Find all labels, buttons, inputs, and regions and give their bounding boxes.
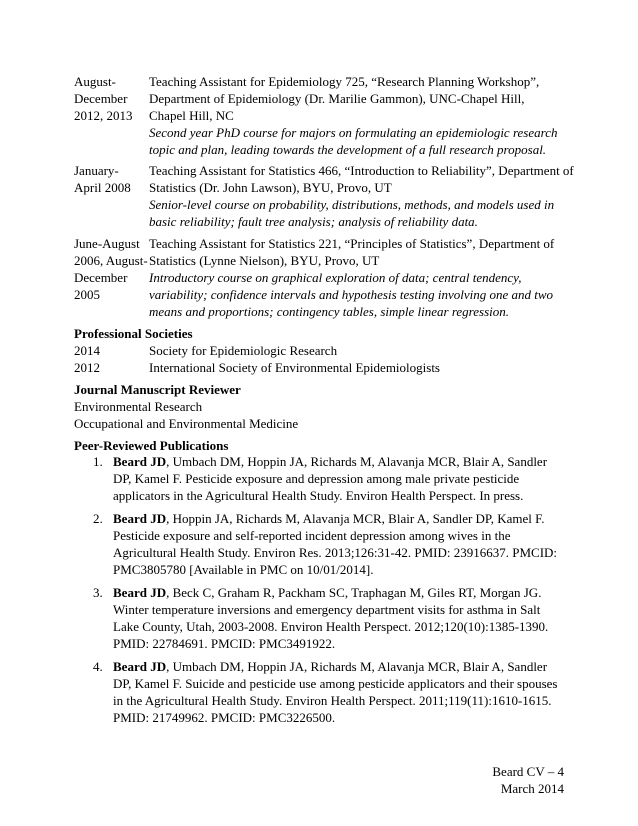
entry-date: 2005	[74, 287, 100, 302]
entry-description: Introductory course on graphical exploration of data; central tendency,	[149, 270, 522, 285]
entry-title: Statistics (Dr. John Lawson), BYU, Provo, UT	[149, 180, 392, 195]
publication-line: DP, Kamel F. Pesticide exposure and depression among male private pesticide	[113, 471, 520, 486]
entry-date: August-	[74, 74, 116, 89]
journal-name: Occupational and Environmental Medicine	[74, 416, 299, 431]
entry-date: April 2008	[74, 180, 131, 195]
publication-number: 1.	[93, 454, 103, 469]
entry-description: means and proportions; contingency tables, simple linear regression.	[149, 304, 509, 319]
society-year: 2014	[74, 343, 100, 358]
entry-description: topic and plan, leading towards the development of a full research proposal.	[149, 142, 547, 157]
society-name: Society for Epidemiologic Research	[149, 343, 338, 358]
publication-line: PMID: 21749962. PMCID: PMC3226500.	[113, 710, 336, 725]
publication-line: PMID: 22784691. PMCID: PMC3491922.	[113, 636, 336, 651]
footer-date: March 2014	[500, 781, 564, 796]
publication-number: 2.	[93, 511, 103, 526]
entry-date: June-August	[74, 236, 140, 251]
publication-line: DP, Kamel F. Suicide and pesticide use among pesticide applicators and their spouses	[113, 676, 558, 691]
publication-line: applicators in the Agricultural Health Study. Environ Health Perspect. In press.	[113, 488, 524, 503]
entry-description: Second year PhD course for majors on formulating an epidemiologic research	[149, 125, 558, 140]
publication-author: Beard JD	[113, 659, 167, 674]
entry-date: January-	[74, 163, 119, 178]
entry-date: 2006, August-	[74, 253, 148, 268]
publication-line: Winter temperature inversions and emergency department visits for asthma in Salt	[113, 602, 541, 617]
publication-author: Beard JD	[113, 454, 167, 469]
entry-title: Teaching Assistant for Statistics 466, “Introduction to Reliability”, Department of	[149, 163, 574, 178]
publication-number: 3.	[93, 585, 103, 600]
publication-line: PMC3805780 [Available in PMC on 10/01/2014].	[113, 562, 374, 577]
entry-description: variability; confidence intervals and hypothesis testing involving one and two	[149, 287, 554, 302]
entry-title: Department of Epidemiology (Dr. Marilie Gammon), UNC-Chapel Hill,	[149, 91, 525, 106]
society-year: 2012	[74, 360, 100, 375]
footer-page-label: Beard CV – 4	[492, 764, 564, 779]
publication-line: Beard JD, Hoppin JA, Richards M, Alavanja MCR, Blair A, Sandler DP, Kamel F.	[113, 511, 545, 526]
publication-line: Pesticide exposure and self-reported incident depression among wives in the	[113, 528, 511, 543]
publication-line: Agricultural Health Study. Environ Res. 2013;126:31-42. PMID: 23916637. PMCID:	[113, 545, 558, 560]
entry-title: Chapel Hill, NC	[149, 108, 234, 123]
entry-title: Statistics (Lynne Nielson), BYU, Provo, UT	[149, 253, 380, 268]
publication-author: Beard JD	[113, 511, 167, 526]
entry-description: basic reliability; fault tree analysis; analysis of reliability data.	[149, 214, 478, 229]
entry-title: Teaching Assistant for Statistics 221, “Principles of Statistics”, Department of	[149, 236, 555, 251]
entry-description: Senior-level course on probability, distributions, methods, and models used in	[149, 197, 555, 212]
publication-number: 4.	[93, 659, 103, 674]
publication-line: in the Agricultural Health Study. Environ Health Perspect. 2011;119(11):1610-1615.	[113, 693, 552, 708]
section-heading: Journal Manuscript Reviewer	[74, 382, 241, 397]
entry-date: December	[74, 91, 128, 106]
entry-date: 2012, 2013	[74, 108, 133, 123]
publication-line: Beard JD, Umbach DM, Hoppin JA, Richards M, Alavanja MCR, Blair A, Sandler	[113, 659, 548, 674]
society-name: International Society of Environmental Epidemiologists	[149, 360, 440, 375]
publication-line: Lake County, Utah, 2003-2008. Environ Health Perspect. 2012;120(10):1385-1390.	[113, 619, 549, 634]
publication-line: Beard JD, Umbach DM, Hoppin JA, Richards M, Alavanja MCR, Blair A, Sandler	[113, 454, 548, 469]
section-heading: Professional Societies	[74, 326, 193, 341]
journal-name: Environmental Research	[74, 399, 203, 414]
entry-title: Teaching Assistant for Epidemiology 725, “Research Planning Workshop”,	[149, 74, 540, 89]
publication-author: Beard JD	[113, 585, 167, 600]
entry-date: December	[74, 270, 128, 285]
section-heading: Peer-Reviewed Publications	[74, 438, 229, 453]
publication-line: Beard JD, Beck C, Graham R, Packham SC, Traphagan M, Giles RT, Morgan JG.	[113, 585, 542, 600]
